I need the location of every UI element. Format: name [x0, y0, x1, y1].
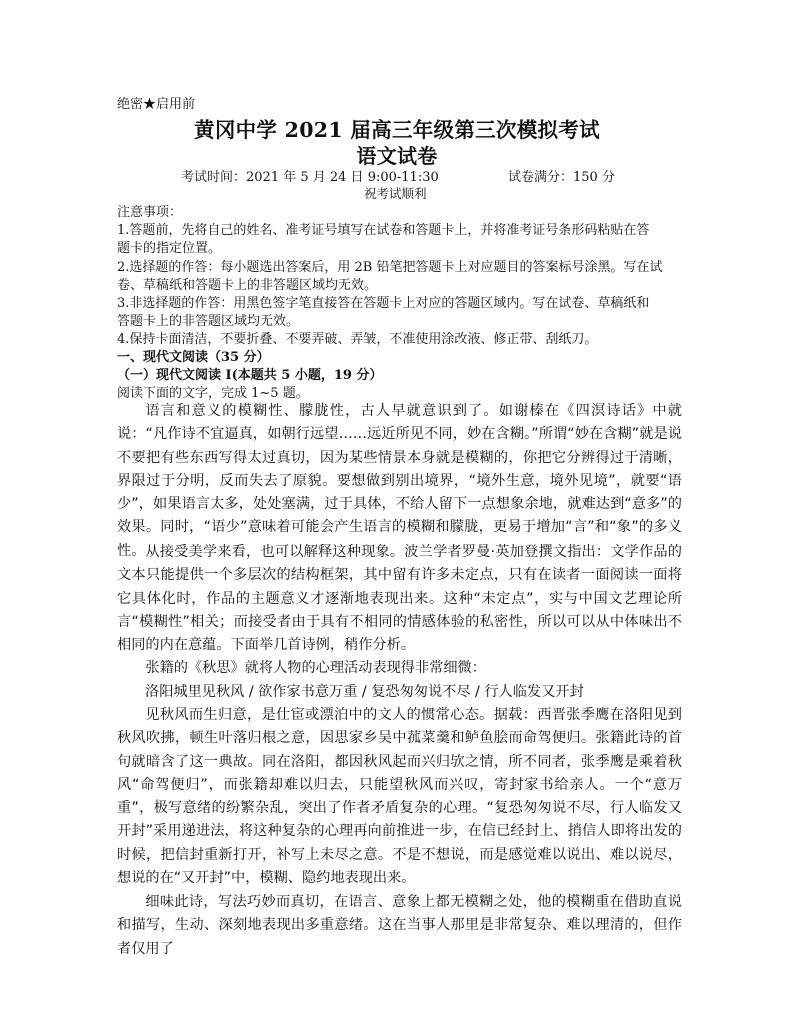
poem-text: 洛阳城里见秋风 / 欲作家书意万重 / 复恐匆匆说不尽 / 行人临发又开封	[145, 684, 584, 700]
note-2a: 2.选择题的作答：每小题选出答案后，用 2B 铅笔把答题卡上对应题目的答案标号涂黑。写在试	[117, 260, 663, 275]
subsection-heading: （一）现代文阅读 I(本题共 5 小题，19 分）	[117, 368, 383, 383]
good-luck-text: 祝考试顺利	[364, 186, 427, 201]
exam-time: 考试时间：2021 年 5 月 24 日 9:00-11:30	[181, 170, 439, 185]
notes-heading: 注意事项：	[117, 205, 183, 220]
note-2b: 卷、草稿纸和答题卡上的非答题区域均无效。	[117, 278, 378, 293]
note-3b: 答题卡上的非答题区域均无效。	[117, 314, 300, 329]
note-1a: 1.答题前，先将自己的姓名、准考证号填写在试卷和答题卡上，并将准考证号条形码粘贴在答	[117, 223, 650, 238]
exam-subject: 语文试卷	[356, 144, 438, 168]
note-4: 4.保持卡面清洁，不要折叠、不要弄破、弄皱，不准使用涂改液、修正带、刮纸刀。	[117, 332, 598, 347]
confidential-mark: 绝密★启用前	[117, 97, 196, 112]
paragraph-3: 张籍的《秋思》就将人物的心理活动表现得非常细微：	[145, 660, 486, 676]
paragraph-2: 从接受美学来看，也可以解释这种现象。波兰学者罗曼·英加登撰文指出：文学作品的文本只能提供一个多层次的结构框架，其中留有许多未定点，只有在读者一面阅读一面将它具体化时，作品的主题意义才逐渐地表现出来。这种“未定点”，实与中国文艺理论所言“模糊性”相关；而接受者由于具有不相同的情感体验的私密性，所以可以从中体味出不相同的内在意蕴。下面举几首诗例，稍作分析。	[117, 544, 682, 654]
section-heading: 一、现代文阅读（35 分）	[117, 350, 270, 365]
exam-title: 黄冈中学 2021 届高三年级第三次模拟考试	[194, 118, 600, 142]
note-1b: 题卡的指定位置。	[117, 241, 222, 256]
paragraph-5: 细味此诗，写法巧妙而真切，在语言、意象上都无模糊之处，他的模糊重在借助直说和描写，生动、深刻地表现出多重意绪。这在当事人那里是非常复杂、难以理清的，但作者仅用了	[117, 894, 682, 957]
paragraph-1: 语言和意义的模糊性、朦胧性，古人早就意识到了。如谢榛在《四溟诗话》中就说：“凡作诗不宜逼真，如朝行远望……远近所见不同，妙在含糊。”所谓“妙在含糊”就是说不要把有些东西写得太过真切，因为某些情景本身就是模糊的，你把它分辨得过于清晰，界限过于分明，反而失去了原貌。要想做到别出境界，“境外生意，境外见境”，就要“语少”，如果语言太多，处处塞满，过于具体，不给人留下一点想象余地，就难达到“意多”的效果。同时，“语少”意味着可能会产生语言的模糊和朦胧，更易于增加“言”和“象”的多义性。	[117, 403, 682, 559]
full-score: 试卷满分：150 分	[508, 170, 615, 185]
reading-instruction: 阅读下面的文字，完成 1~5 题。	[117, 386, 309, 401]
note-3a: 3.非选择题的作答：用黑色签字笔直接答在答题卡上对应的答题区域内。写在试卷、草稿纸和	[117, 296, 650, 311]
paragraph-4: 见秋风而生归意，是仕宦或漂泊中的文人的惯常心态。据载：西晋张季鹰在洛阳见到秋风吹拂，顿生叶落归根之意，因思家乡吴中菰菜羹和鲈鱼脍而命驾便归。张籍此诗的首句就暗含了这一典故。同在洛阳，都因秋风起而兴归欤之情，所不同者，张季鹰是乘着秋风“命驾便归”，而张籍却难以归去，只能望秋风而兴叹，寄封家书给亲人。一个“意万重”，极写意绪的纷繁杂乱，突出了作者矛盾复杂的心理。“复恐匆匆说不尽，行人临发又开封”采用递进法，将这种复杂的心理再向前推进一步，在信已经封上、捎信人即将出发的时候，把信封重新打开，补写上未尽之意。不是不想说，而是感觉难以说出、难以说尽，想说的在“又开封”中，模糊、隐约地表现出来。	[117, 707, 682, 887]
